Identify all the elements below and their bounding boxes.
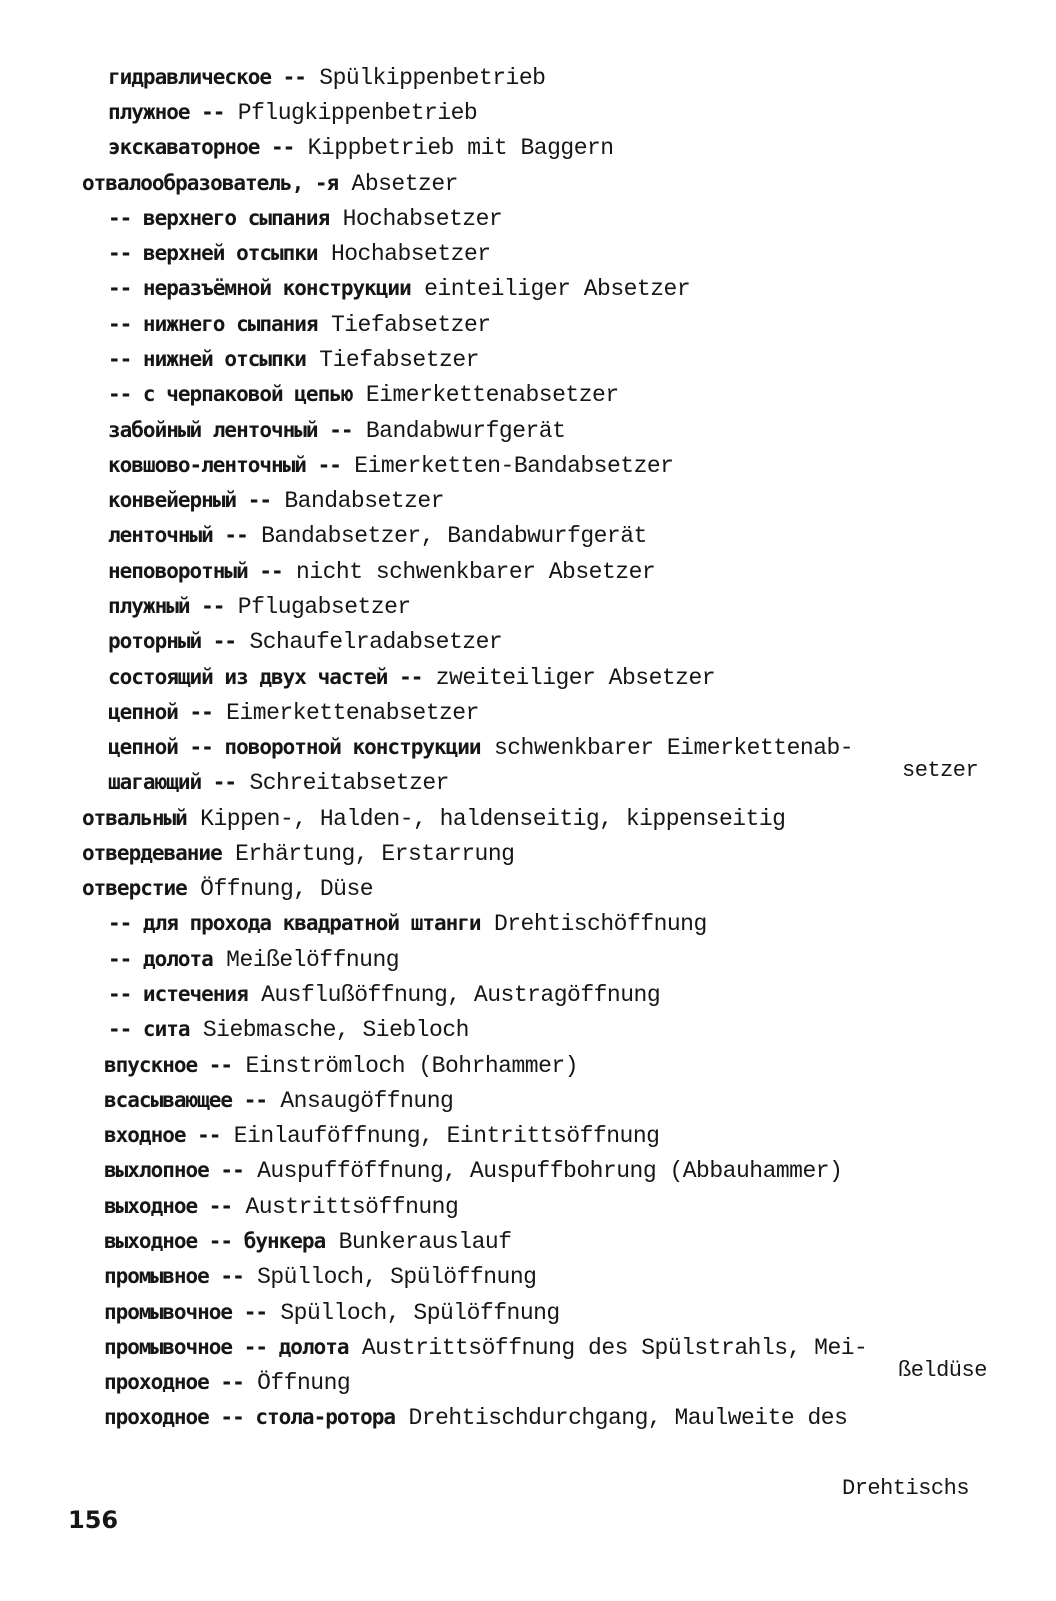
entry-translation: nicht schwenkbarer Absetzer	[296, 559, 656, 585]
entry-term: -- нижнего сыпания	[108, 312, 318, 336]
dictionary-entry	[0, 800, 1056, 836]
entry-term: -- с черпаковой цепью	[108, 382, 353, 406]
entry-translation: Meißelöffnung	[226, 947, 400, 973]
dictionary-entry	[0, 447, 1056, 483]
dictionary-entry	[0, 1188, 1056, 1224]
entry-translation: Bandabsetzer	[284, 488, 445, 514]
entry-translation: Spülkippenbetrieb	[319, 65, 546, 91]
entry-translation: Einlauföffnung, Eintrittsöffnung	[233, 1123, 660, 1149]
entry-term: конвейерный --	[108, 488, 272, 512]
dictionary-entry	[0, 165, 1056, 201]
entry-term: -- неразъёмной конструкции	[108, 276, 411, 300]
entry-term: впускное --	[104, 1053, 233, 1077]
entry-term: -- долота	[108, 947, 213, 971]
dictionary-entry	[0, 1258, 1056, 1294]
dictionary-entry	[0, 235, 1056, 271]
dictionary-entry	[0, 59, 1056, 95]
entry-term: гидравлическое --	[108, 65, 306, 89]
dictionary-entry	[0, 341, 1056, 377]
entry-term: плужный --	[108, 594, 225, 618]
entry-term: выходное --	[104, 1194, 233, 1218]
entry-translation: Tiefabsetzer	[330, 312, 491, 338]
entry-term: -- верхнего сыпания	[108, 206, 330, 230]
entry-translation: Absetzer	[351, 171, 458, 197]
entry-term: -- сита	[108, 1017, 190, 1041]
entry-translation: zweiteiliger Absetzer	[435, 665, 716, 691]
dictionary-entry	[0, 94, 1056, 130]
entry-translation: Spülloch, Spülöffnung	[257, 1264, 537, 1290]
entry-translation: Schaufelradabsetzer	[249, 629, 503, 655]
entry-translation: Siebmasche, Siebloch	[202, 1017, 469, 1043]
entry-term: -- истечения	[108, 982, 248, 1006]
dictionary-entry	[0, 764, 1056, 800]
entry-translation: Ausflußöffnung, Austragöffnung	[261, 982, 661, 1008]
dictionary-entry	[0, 941, 1056, 977]
entry-translation: Öffnung	[257, 1370, 351, 1396]
entry-translation: Kippen-, Halden-, haldenseitig, kippenseitig	[200, 806, 786, 832]
entry-term: промывное --	[104, 1264, 244, 1288]
dictionary-entry	[0, 623, 1056, 659]
entry-translation: Eimerketten-Bandabsetzer	[354, 453, 674, 479]
dictionary-entry	[0, 729, 1056, 765]
entry-term: всасывающее --	[104, 1088, 268, 1112]
dictionary-entry	[0, 1117, 1056, 1153]
entry-translation: Austrittsöffnung	[245, 1194, 459, 1220]
entry-term: плужное --	[108, 100, 225, 124]
entry-term: промывочное -- долота	[104, 1335, 349, 1359]
dictionary-entry	[0, 376, 1056, 412]
entry-translation: Erhärtung, Erstarrung	[235, 841, 515, 867]
entry-term: входное --	[104, 1123, 221, 1147]
entry-term: состоящий из двух частей --	[108, 665, 423, 689]
dictionary-entry	[0, 553, 1056, 589]
dictionary-entry	[0, 694, 1056, 730]
entry-term: экскаваторное --	[108, 135, 295, 159]
dictionary-entry	[0, 588, 1056, 624]
entry-term: -- нижней отсыпки	[108, 347, 306, 371]
dictionary-entry	[0, 1364, 1056, 1400]
entry-term: отвалообразователь, -я	[82, 171, 339, 195]
entry-translation: Spülloch, Spülöffnung	[280, 1300, 560, 1326]
entry-term: выхлопное --	[104, 1158, 244, 1182]
entry-translation: Pflugkippenbetrieb	[237, 100, 478, 126]
dictionary-entry	[0, 1082, 1056, 1118]
entry-translation-continuation: ßeldüse	[898, 1358, 987, 1383]
entry-translation: Hochabsetzer	[342, 206, 503, 232]
entry-translation: schwenkbarer Eimerkettenab-	[493, 735, 854, 761]
entry-term: проходное --	[104, 1370, 244, 1394]
dictionary-entry	[0, 1399, 1056, 1435]
entry-translation: Tiefabsetzer	[319, 347, 479, 373]
entry-term: забойный ленточный --	[108, 418, 353, 442]
entry-term: цепной -- поворотной конструкции	[108, 735, 481, 759]
entry-term: отверстие	[82, 876, 187, 900]
entry-translation: Auspufföffnung, Auspuffbohrung (Abbauhammer)	[257, 1158, 843, 1184]
dictionary-entry	[0, 517, 1056, 553]
dictionary-entry	[0, 1047, 1056, 1083]
dictionary-entry	[0, 200, 1056, 236]
dictionary-entry	[0, 129, 1056, 165]
entry-term: цепной --	[108, 700, 213, 724]
entry-translation: Drehtischöffnung	[493, 911, 707, 937]
dictionary-entry	[0, 1223, 1056, 1259]
entry-translation: Bandabsetzer, Bandabwurfgerät	[261, 523, 647, 549]
entry-term: проходное -- стола-ротора	[104, 1405, 396, 1429]
entry-term: промывочное --	[104, 1300, 268, 1324]
entry-term: неповоротный --	[108, 559, 283, 583]
entry-translation: Austrittsöffnung des Spülstrahls, Mei-	[361, 1335, 868, 1361]
entry-term: шагающий --	[108, 770, 237, 794]
entry-translation: Ansaugöffnung	[280, 1088, 454, 1114]
page-number: 156	[68, 1506, 119, 1534]
dictionary-entry	[0, 412, 1056, 448]
dictionary-entry	[0, 659, 1056, 695]
entry-translation: Eimerkettenabsetzer	[226, 700, 479, 726]
entry-translation: Hochabsetzer	[330, 241, 491, 267]
entry-term: -- верхней отсыпки	[108, 241, 318, 265]
dictionary-entry	[0, 1294, 1056, 1330]
entry-translation: Einströmloch (Bohrhammer)	[245, 1053, 578, 1079]
dictionary-entry	[0, 976, 1056, 1012]
entry-term: отвердевание	[82, 841, 222, 865]
entry-translation: Eimerkettenabsetzer	[365, 382, 619, 408]
entry-translation: Kippbetrieb mit Baggern	[307, 135, 614, 161]
dictionary-entry	[0, 905, 1056, 941]
entry-term: роторный --	[108, 629, 237, 653]
dictionary-entry	[0, 482, 1056, 518]
dictionary-entry	[0, 1152, 1056, 1188]
entry-term: ковшово-ленточный --	[108, 453, 341, 477]
entry-translation: Drehtischdurchgang, Maulweite des	[408, 1405, 848, 1431]
dictionary-entry	[0, 835, 1056, 871]
entry-term: ленточный --	[108, 523, 248, 547]
entry-translation: einteiliger Absetzer	[424, 276, 691, 302]
dictionary-entry	[0, 270, 1056, 306]
entry-translation-continuation: Drehtischs	[842, 1476, 970, 1501]
entry-translation: Bandabwurfgerät	[365, 418, 566, 444]
entry-term: выходное -- бункера	[104, 1229, 326, 1253]
dictionary-entry	[0, 306, 1056, 342]
entry-translation: Pflugabsetzer	[237, 594, 411, 620]
entry-translation: Bunkerauslauf	[338, 1229, 512, 1255]
entry-translation-continuation: setzer	[902, 758, 979, 783]
entry-translation: Schreitabsetzer	[249, 770, 449, 796]
entry-term: -- для прохода квадратной штанги	[108, 911, 481, 935]
dictionary-entry	[0, 1011, 1056, 1047]
entry-term: отвальный	[82, 806, 187, 830]
entry-translation: Öffnung, Düse	[200, 876, 374, 902]
dictionary-entry	[0, 870, 1056, 906]
